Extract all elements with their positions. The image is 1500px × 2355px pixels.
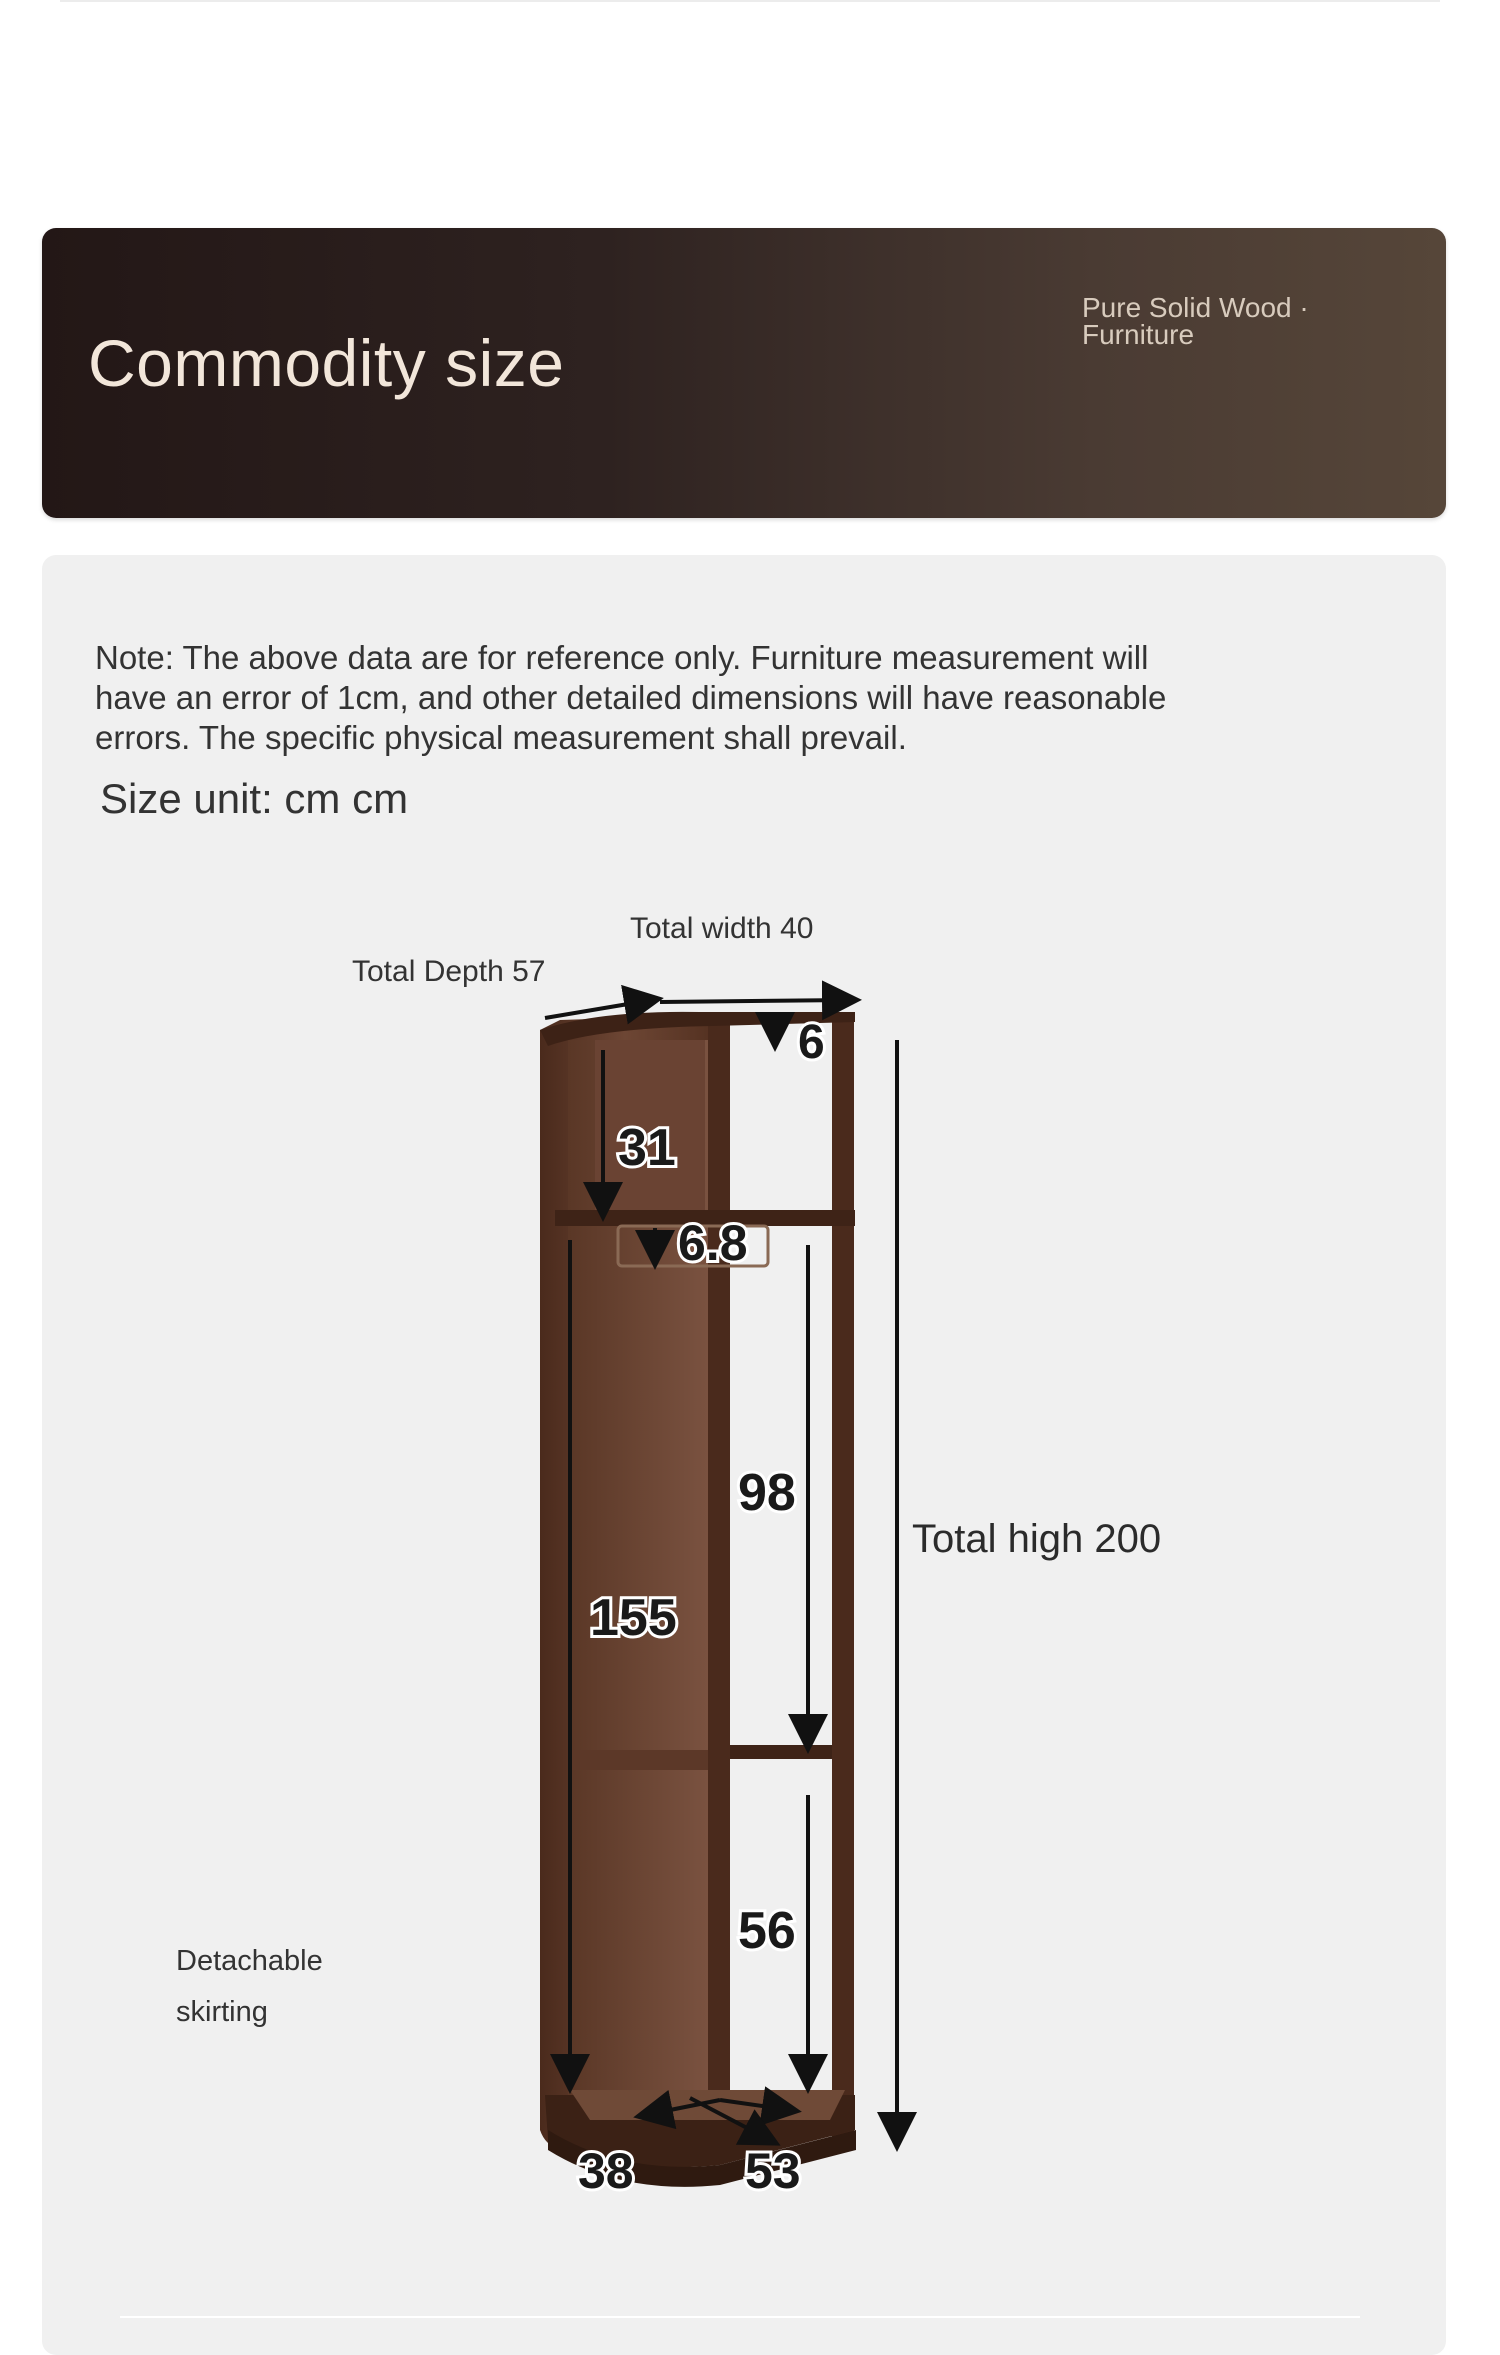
- skirting-label: skirting: [176, 1996, 268, 2028]
- total-depth-label: Total Depth 57: [352, 955, 546, 988]
- dim-top-gap: 6: [798, 1016, 825, 1069]
- dim-base-depth: 38: [578, 2143, 634, 2199]
- size-unit-label: Size unit: cm cm: [100, 775, 409, 822]
- dim-base-width: 53: [745, 2143, 801, 2199]
- total-width-label: Total width 40: [630, 912, 814, 945]
- dim-left-panel: 155: [590, 1589, 677, 1647]
- dim-rail-height: 6.8: [678, 1215, 748, 1271]
- disclaimer-note: Note: The above data are for reference only. Furniture measurement will have an error of 1cm, and other detailed dimensions will have reasonable errors. The specific physical measurement shall prevail.: [95, 639, 1167, 756]
- detachable-label: Detachable: [176, 1945, 323, 1977]
- page-title: Commodity size: [88, 326, 565, 400]
- banner-subtitle: Pure Solid Wood · Furniture: [1082, 292, 1309, 350]
- dim-lower-open: 56: [738, 1902, 796, 1960]
- bottom-divider: [120, 2316, 1360, 2318]
- dim-top-compartment: 31: [618, 1119, 676, 1177]
- dim-upper-open: 98: [738, 1464, 796, 1522]
- total-high-label: Total high 200: [912, 1517, 1162, 1561]
